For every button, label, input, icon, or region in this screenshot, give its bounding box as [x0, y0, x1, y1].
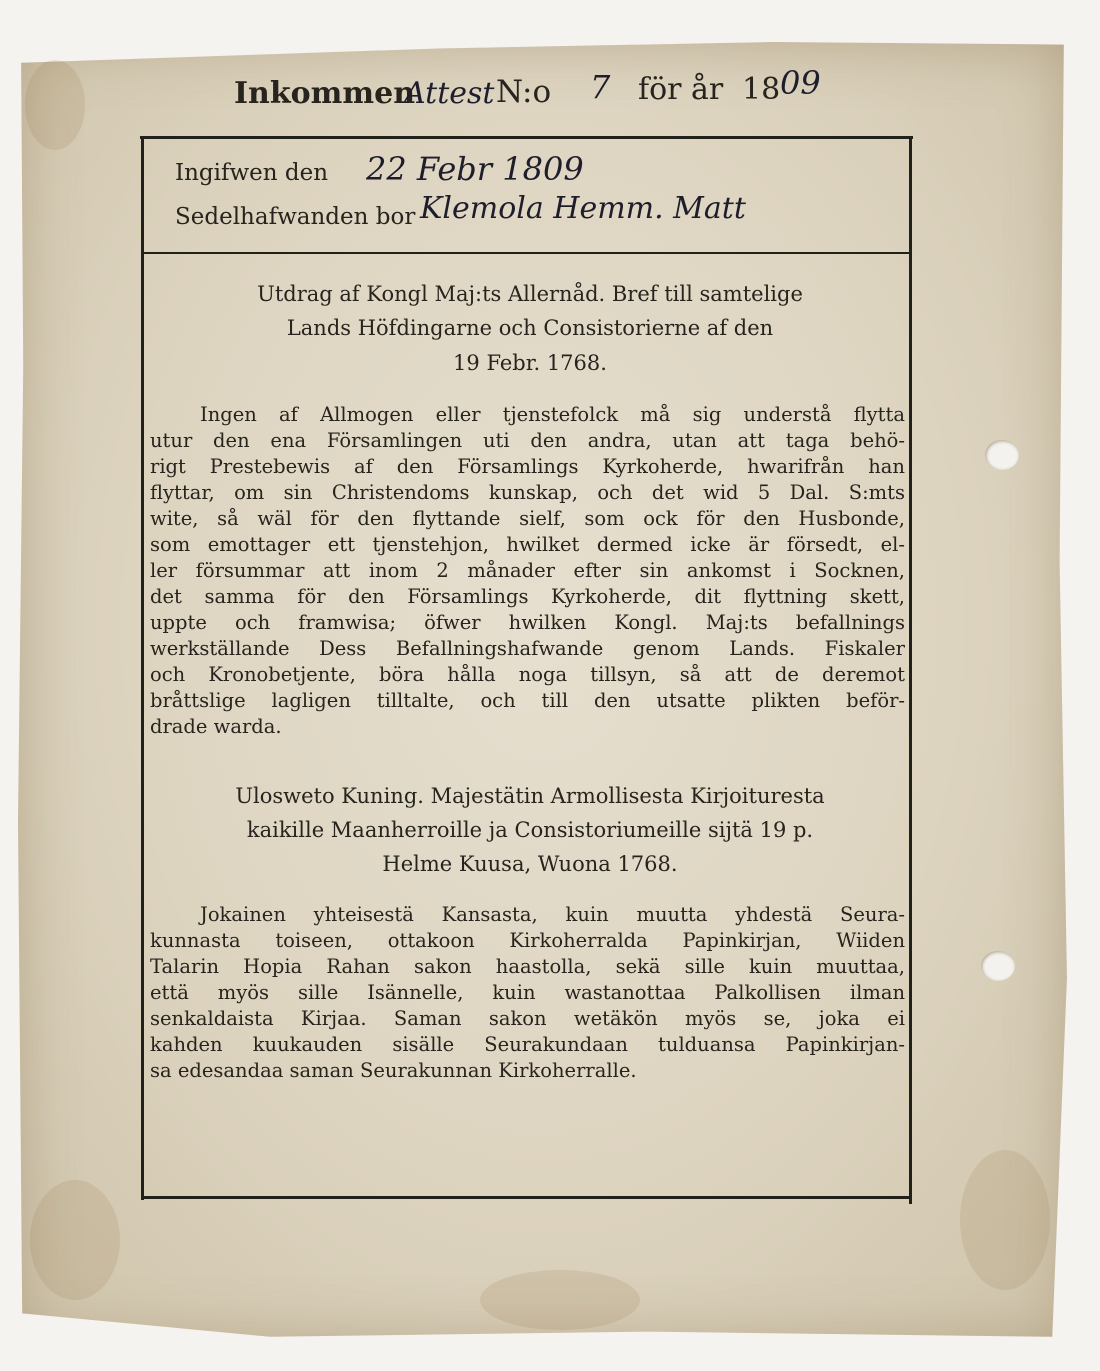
- finnish-heading-line: Ulosweto Kuning. Majestätin Armollisesta Kirjoituresta: [235, 784, 825, 808]
- form-divider-rule: [144, 252, 910, 254]
- swedish-heading-line: Lands Höfdingarne och Consistorierne af den: [286, 316, 774, 340]
- swedish-body-line: Ingen af Allmogen eller tjenstefolck må sig understå flytta: [200, 403, 905, 426]
- swedish-body-line: utur den ena Församlingen uti den andra, utan att taga behö-: [150, 429, 905, 452]
- header-number-value: 7: [590, 68, 611, 106]
- frame-left-rule: [141, 136, 144, 1200]
- finnish-body-line: sa edesandaa saman Seurakunnan Kirkoherralle.: [150, 1059, 637, 1082]
- header-year-prefix: för år: [638, 72, 724, 107]
- header-year-printed: 18: [742, 72, 781, 107]
- received-value: 22 Febr 1809: [366, 150, 584, 188]
- swedish-body-line: bråttslige lagligen tilltalte, och till den utsatte plikten beför-: [150, 689, 905, 712]
- finnish-body-line: että myös sille Isännelle, kuin wastanottaa Palkollisen ilman: [150, 981, 905, 1004]
- swedish-heading-line: 19 Febr. 1768.: [453, 351, 607, 375]
- header-title: Inkommen: [234, 76, 416, 111]
- finnish-heading-line: kaikille Maanherroille ja Consistoriumeille sijtä 19 p.: [246, 818, 814, 842]
- finnish-body-line: Jokainen yhteisestä Kansasta, kuin muutta yhdestä Seura-: [200, 903, 905, 926]
- finnish-body-line: senkaldaista Kirjaa. Saman sakon wetäkön myös se, joka ei: [150, 1007, 905, 1030]
- swedish-body-line: uppte och framwisa; öfwer hwilken Kongl. Maj:ts befallnings: [150, 611, 905, 634]
- age-stain: [25, 60, 85, 150]
- finnish-body-line: kahden kuukauden sisälle Seurakundaan tulduansa Papinkirjan-: [150, 1033, 905, 1056]
- frame-bottom-rule: [143, 1196, 912, 1199]
- finnish-body-line: kunnasta toiseen, ottakoon Kirkoherralda Papinkirjan, Wiiden: [150, 929, 905, 952]
- swedish-body-line: rigt Prestebewis af den Församlings Kyrkoherde, hwarifrån han: [150, 455, 905, 478]
- swedish-body-line: flyttar, om sin Christendoms kunskap, och det wid 5 Dal. S:mts: [150, 481, 905, 504]
- header-year-handwritten: 09: [780, 64, 821, 102]
- swedish-body-line: som emottager ett tjenstehjon, hwilket dermed icke är försedt, el-: [150, 533, 905, 556]
- received-label: Ingifwen den: [175, 160, 329, 186]
- age-stain: [30, 1180, 120, 1300]
- holder-label: Sedelhafwanden bor: [175, 204, 416, 230]
- header-title-handwritten: Attest: [404, 76, 495, 111]
- finnish-heading-line: Helme Kuusa, Wuona 1768.: [382, 852, 678, 876]
- swedish-body-line: werkställande Dess Befallningshafwande genom Lands. Fiskaler: [150, 637, 905, 660]
- swedish-body-line: det samma för den Församlings Kyrkoherde, dit flyttning skett,: [150, 585, 905, 608]
- finnish-body-line: Talarin Hopia Rahan sakon haastolla, sekä sille kuin muuttaa,: [150, 955, 905, 978]
- binder-hole: [985, 440, 1019, 470]
- swedish-body-line: drade warda.: [150, 715, 282, 738]
- swedish-body-line: och Kronobetjente, böra hålla noga tillsyn, så att de deremot: [150, 663, 905, 686]
- frame-top-rule: [140, 136, 913, 139]
- header-number-prefix: N:o: [496, 74, 552, 110]
- swedish-heading-line: Utdrag af Kongl Maj:ts Allernåd. Bref till samtelige: [257, 282, 803, 306]
- swedish-body-line: ler försummar att inom 2 månader efter sin ankomst i Socknen,: [150, 559, 905, 582]
- age-stain: [960, 1150, 1050, 1290]
- binder-hole: [981, 951, 1015, 981]
- age-stain: [480, 1270, 640, 1330]
- holder-value: Klemola Hemm. Matt: [420, 191, 746, 226]
- swedish-body-line: wite, så wäl för den flyttande sielf, som ock för den Husbonde,: [150, 507, 905, 530]
